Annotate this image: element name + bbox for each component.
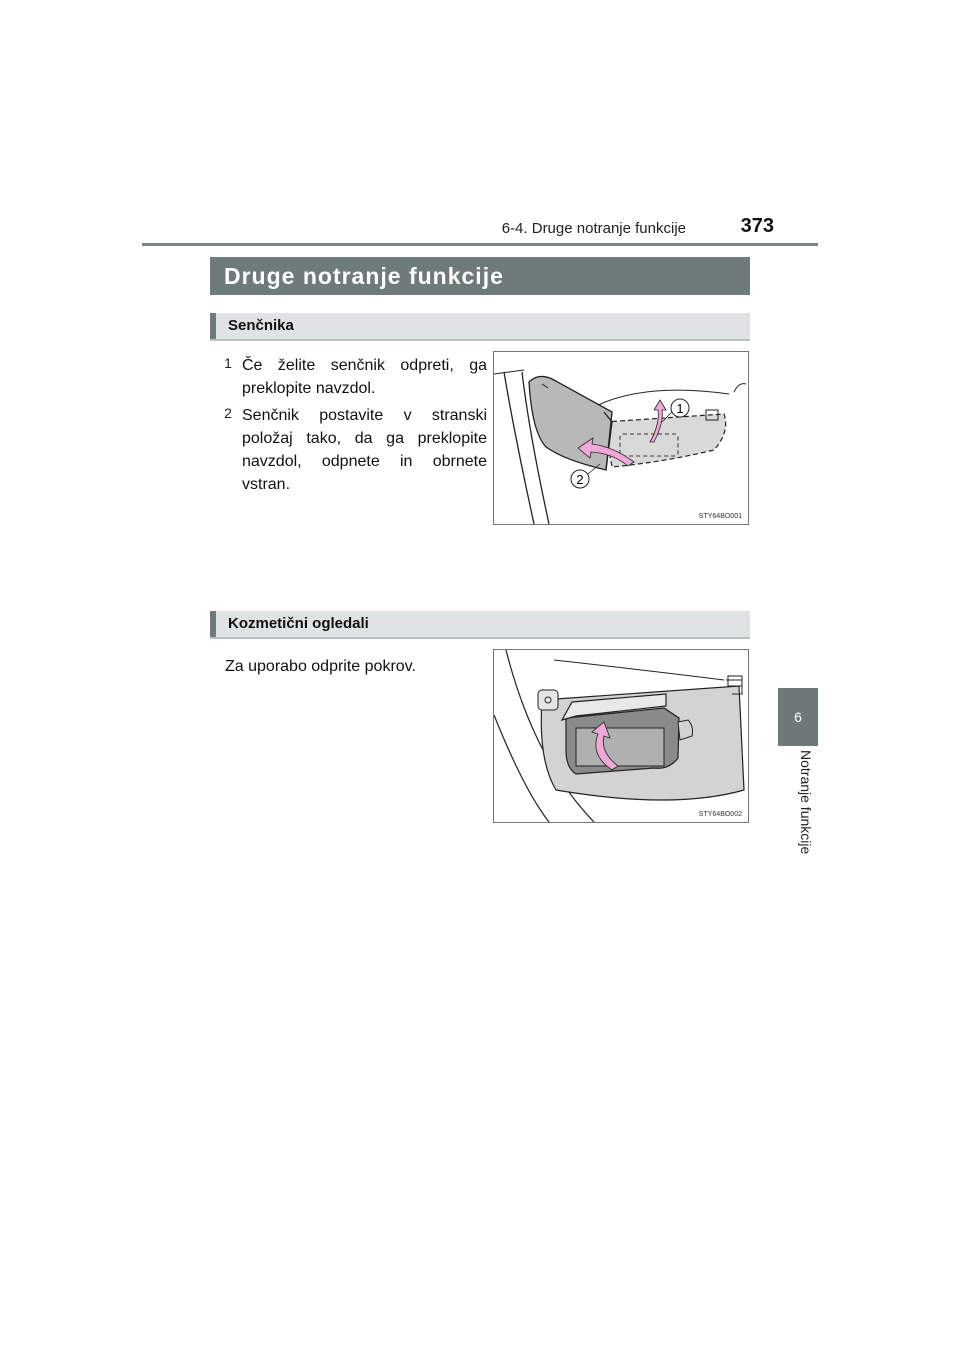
vanity-mirror-text: Za uporabo odprite pokrov. xyxy=(225,658,416,675)
chapter-number: 6 xyxy=(794,709,802,725)
section-header: 6-4. Druge notranje funkcije xyxy=(501,220,686,237)
figure-code: STY64BO001 xyxy=(698,513,742,520)
page-number: 373 xyxy=(740,215,774,237)
chapter-tab xyxy=(778,688,818,746)
sun-visor-figure xyxy=(493,351,749,525)
callout-1-label: 1 xyxy=(676,401,684,416)
vanity-mirror-illustration xyxy=(494,650,748,822)
step-text-1: Če želite senčnik odpreti, ga preklopite navzdol. xyxy=(242,357,487,397)
header-divider xyxy=(142,243,818,246)
step-text-2: Senčnik postavite v stranski položaj tako, da ga preklopite navzdol, odpnete in obrnete vstran. xyxy=(242,407,487,493)
figure-code: STY64BO002 xyxy=(698,811,742,818)
vanity-mirror-figure xyxy=(493,649,749,823)
section-heading-sun-visors: Senčnika xyxy=(210,313,750,339)
step-number-2: 2 xyxy=(224,405,232,421)
page-title: Druge notranje funkcije xyxy=(210,257,750,295)
step-number-1: 1 xyxy=(224,355,232,371)
sun-visor-illustration xyxy=(494,352,748,524)
callout-2-label: 2 xyxy=(576,472,584,487)
chapter-name: Notranje funkcije xyxy=(798,750,814,855)
section-heading-vanity-mirrors: Kozmetični ogledali xyxy=(210,611,750,637)
